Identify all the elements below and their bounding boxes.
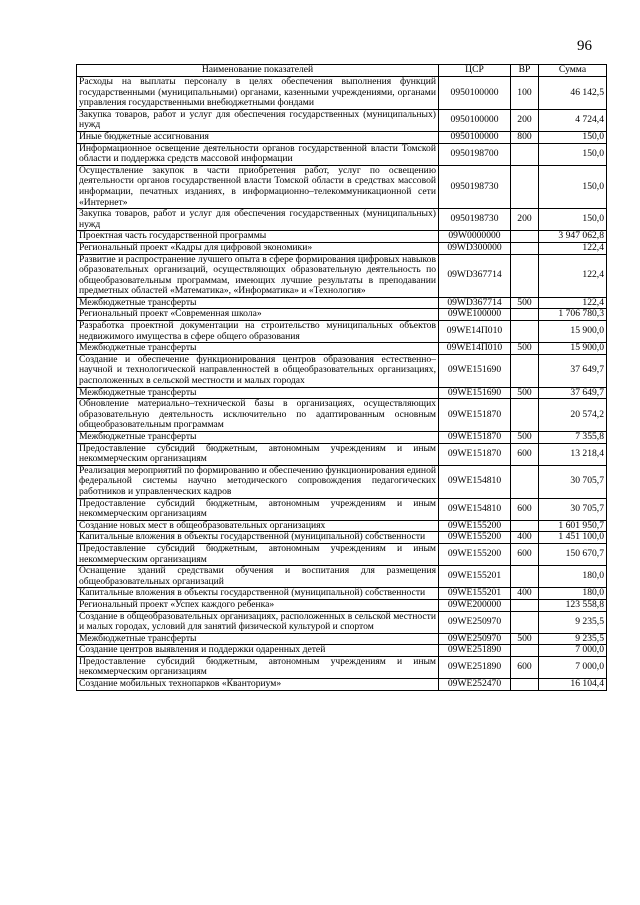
row-vr: 400	[511, 588, 539, 600]
row-sum: 4 724,4	[539, 109, 607, 131]
row-sum: 7 000,0	[539, 656, 607, 678]
row-vr	[511, 465, 539, 498]
row-sum: 15 900,0	[539, 321, 607, 343]
row-name: Межбюджетные трансферты	[77, 343, 439, 355]
row-vr: 500	[511, 343, 539, 355]
row-name: Закупка товаров, работ и услуг для обеспечения государственных (муниципальных) нужд	[77, 109, 439, 131]
table-row	[77, 656, 607, 678]
row-vr	[511, 165, 539, 208]
row-csr: 0950198730	[439, 165, 511, 208]
row-sum: 180,0	[539, 566, 607, 588]
table-row	[77, 231, 607, 243]
table-row	[77, 143, 607, 165]
row-vr	[511, 143, 539, 165]
table-row	[77, 343, 607, 355]
table-row	[77, 566, 607, 588]
row-vr	[511, 520, 539, 532]
row-vr: 500	[511, 297, 539, 309]
row-vr: 400	[511, 532, 539, 544]
row-sum: 1 451 100,0	[539, 532, 607, 544]
row-csr: 09WE200000	[439, 599, 511, 611]
row-csr: 09WE14П010	[439, 321, 511, 343]
table-row	[77, 645, 607, 657]
row-csr: 09WE151690	[439, 354, 511, 387]
row-name: Межбюджетные трансферты	[77, 297, 439, 309]
row-sum: 37 649,7	[539, 387, 607, 399]
row-csr: 09WE151690	[439, 387, 511, 399]
row-name: Межбюджетные трансферты	[77, 432, 439, 444]
table-row	[77, 588, 607, 600]
row-csr: 09WE155201	[439, 566, 511, 588]
row-name: Проектная часть государственной программы	[77, 231, 439, 243]
row-vr	[511, 309, 539, 321]
row-csr: 09WD367714	[439, 297, 511, 309]
row-csr: 09WE155200	[439, 532, 511, 544]
row-vr	[511, 354, 539, 387]
row-vr	[511, 599, 539, 611]
row-name: Оснащение зданий средствами обучения и воспитания для размещения общеобразовательных организаций	[77, 566, 439, 588]
row-sum: 13 218,4	[539, 443, 607, 465]
row-csr: 09WE250970	[439, 611, 511, 633]
table-row	[77, 599, 607, 611]
row-vr: 600	[511, 656, 539, 678]
row-name: Информационное освещение деятельности органов государственной власти Томской области и поддержка средств массовой информации	[77, 143, 439, 165]
row-name: Предоставление субсидий бюджетным, автономным учреждениям и иным некоммерческим организациям	[77, 443, 439, 465]
row-sum: 20 574,2	[539, 399, 607, 432]
table-row	[77, 432, 607, 444]
row-csr: 09WE155201	[439, 588, 511, 600]
header-sum: Сумма	[539, 65, 607, 77]
row-vr: 600	[511, 443, 539, 465]
row-sum: 9 235,5	[539, 633, 607, 645]
row-name: Закупка товаров, работ и услуг для обеспечения государственных (муниципальных) нужд	[77, 209, 439, 231]
row-csr: 09WE250970	[439, 633, 511, 645]
row-vr: 800	[511, 131, 539, 143]
row-vr: 600	[511, 498, 539, 520]
table-row	[77, 679, 607, 691]
row-sum: 122,4	[539, 242, 607, 254]
row-vr	[511, 254, 539, 297]
row-name: Межбюджетные трансферты	[77, 387, 439, 399]
row-name: Капитальные вложения в объекты государственной (муниципальной) собственности	[77, 532, 439, 544]
row-csr: 09WE154810	[439, 465, 511, 498]
table-row	[77, 399, 607, 432]
header-csr: ЦСР	[439, 65, 511, 77]
row-vr	[511, 321, 539, 343]
row-name: Иные бюджетные ассигнования	[77, 131, 439, 143]
row-name: Развитие и распространение лучшего опыта в сфере формирования цифровых навыков образовательных организаций, осуществляющих образовательную деятельность по общеобразовательным программам, имеющих лучшие результаты в преподавании предметных областей «Математика», «Информатика» и «Технология»	[77, 254, 439, 297]
row-vr: 200	[511, 209, 539, 231]
table-header-row	[77, 65, 607, 77]
row-name: Создание новых мест в общеобразовательных организациях	[77, 520, 439, 532]
row-csr: 09WE155200	[439, 543, 511, 565]
table-row	[77, 387, 607, 399]
table-row	[77, 77, 607, 110]
budget-table	[76, 64, 607, 691]
row-vr: 100	[511, 77, 539, 110]
row-csr: 09WE14П010	[439, 343, 511, 355]
table-body	[77, 77, 607, 691]
row-name: Региональный проект «Кадры для цифровой экономики»	[77, 242, 439, 254]
row-name: Расходы на выплаты персоналу в целях обеспечения выполнения функций государственными (муниципальными) органами, казенными учреждениями, органами управления государственными внебюджетными фондами	[77, 77, 439, 110]
row-sum: 30 705,7	[539, 498, 607, 520]
table-row	[77, 354, 607, 387]
row-name: Создание мобильных технопарков «Кванториум»	[77, 679, 439, 691]
row-csr: 09W0000000	[439, 231, 511, 243]
row-name: Предоставление субсидий бюджетным, автономным учреждениям и иным некоммерческим организациям	[77, 543, 439, 565]
table-row	[77, 109, 607, 131]
row-vr	[511, 242, 539, 254]
row-sum: 150,0	[539, 209, 607, 231]
row-csr: 09WE155200	[439, 520, 511, 532]
row-csr: 0950100000	[439, 131, 511, 143]
table-row	[77, 309, 607, 321]
row-name: Реализация мероприятий по формированию и обеспечению функционирования единой федеральной системы научно методического сопровождения педагогических работников и управленческих кадров	[77, 465, 439, 498]
table-row	[77, 532, 607, 544]
row-vr: 200	[511, 109, 539, 131]
row-sum: 150 670,7	[539, 543, 607, 565]
table-row	[77, 209, 607, 231]
row-vr: 500	[511, 432, 539, 444]
row-csr: 0950198700	[439, 143, 511, 165]
row-csr: 0950100000	[439, 109, 511, 131]
row-sum: 7 000,0	[539, 645, 607, 657]
row-sum: 46 142,5	[539, 77, 607, 110]
row-vr	[511, 231, 539, 243]
row-sum: 15 900,0	[539, 343, 607, 355]
row-csr: 09WE151870	[439, 443, 511, 465]
table-row	[77, 321, 607, 343]
page-number: 96	[577, 38, 592, 54]
row-name: Капитальные вложения в объекты государственной (муниципальной) собственности	[77, 588, 439, 600]
row-sum: 122,4	[539, 297, 607, 309]
table-row	[77, 520, 607, 532]
row-vr: 500	[511, 633, 539, 645]
row-csr: 09WE100000	[439, 309, 511, 321]
row-csr: 09WE251890	[439, 656, 511, 678]
row-sum: 123 558,8	[539, 599, 607, 611]
row-sum: 150,0	[539, 131, 607, 143]
table-row	[77, 254, 607, 297]
table-row	[77, 165, 607, 208]
row-sum: 9 235,5	[539, 611, 607, 633]
row-csr: 09WE252470	[439, 679, 511, 691]
row-name: Создание в общеобразовательных организациях, расположенных в сельской местности и малых городах, условий для занятий физической культурой и спортом	[77, 611, 439, 633]
header-vr: ВР	[511, 65, 539, 77]
row-csr: 09WE251890	[439, 645, 511, 657]
row-sum: 16 104,4	[539, 679, 607, 691]
row-csr: 09WD367714	[439, 254, 511, 297]
row-name: Региональный проект «Современная школа»	[77, 309, 439, 321]
row-csr: 09WD300000	[439, 242, 511, 254]
row-sum: 1 706 780,3	[539, 309, 607, 321]
row-name: Создание и обеспечение функционирования центров образования естественно–научной и технологической направленностей в общеобразовательных организациях, расположенных в сельской местности и малых городах	[77, 354, 439, 387]
row-csr: 0950100000	[439, 77, 511, 110]
row-sum: 3 947 062,8	[539, 231, 607, 243]
table-row	[77, 543, 607, 565]
row-sum: 180,0	[539, 588, 607, 600]
table-row	[77, 242, 607, 254]
table-row	[77, 465, 607, 498]
row-sum: 150,0	[539, 143, 607, 165]
row-sum: 30 705,7	[539, 465, 607, 498]
row-sum: 122,4	[539, 254, 607, 297]
row-sum: 7 355,8	[539, 432, 607, 444]
row-vr	[511, 399, 539, 432]
header-name: Наименование показателей	[77, 65, 439, 77]
row-sum: 150,0	[539, 165, 607, 208]
row-csr: 09WE151870	[439, 399, 511, 432]
row-vr	[511, 679, 539, 691]
row-name: Разработка проектной документации на строительство муниципальных объектов недвижимого имущества в сфере общего образования	[77, 321, 439, 343]
row-name: Осуществление закупок в части приобретения работ, услуг по освещению деятельности органов государственной власти Томской области в средствах массовой информации, печатных изданиях, в информационно–телекоммуникационной сети «Интернет»	[77, 165, 439, 208]
row-name: Региональный проект «Успех каждого ребенка»	[77, 599, 439, 611]
row-sum: 37 649,7	[539, 354, 607, 387]
row-name: Межбюджетные трансферты	[77, 633, 439, 645]
row-vr	[511, 645, 539, 657]
row-vr	[511, 566, 539, 588]
table-row	[77, 443, 607, 465]
row-csr: 0950198730	[439, 209, 511, 231]
row-name: Создание центров выявления и поддержки одаренных детей	[77, 645, 439, 657]
table-row	[77, 633, 607, 645]
row-vr: 600	[511, 543, 539, 565]
table-row	[77, 131, 607, 143]
row-csr: 09WE151870	[439, 432, 511, 444]
row-vr	[511, 611, 539, 633]
table-row	[77, 611, 607, 633]
table-row	[77, 297, 607, 309]
row-name: Предоставление субсидий бюджетным, автономным учреждениям и иным некоммерческим организациям	[77, 656, 439, 678]
row-name: Предоставление субсидий бюджетным, автономным учреждениям и иным некоммерческим организациям	[77, 498, 439, 520]
row-sum: 1 601 950,7	[539, 520, 607, 532]
row-name: Обновление материально–технической базы в организациях, осуществляющих образовательную деятельность исключительно по адаптированным основным общеобразовательным программам	[77, 399, 439, 432]
row-vr: 500	[511, 387, 539, 399]
table-row	[77, 498, 607, 520]
row-csr: 09WE154810	[439, 498, 511, 520]
